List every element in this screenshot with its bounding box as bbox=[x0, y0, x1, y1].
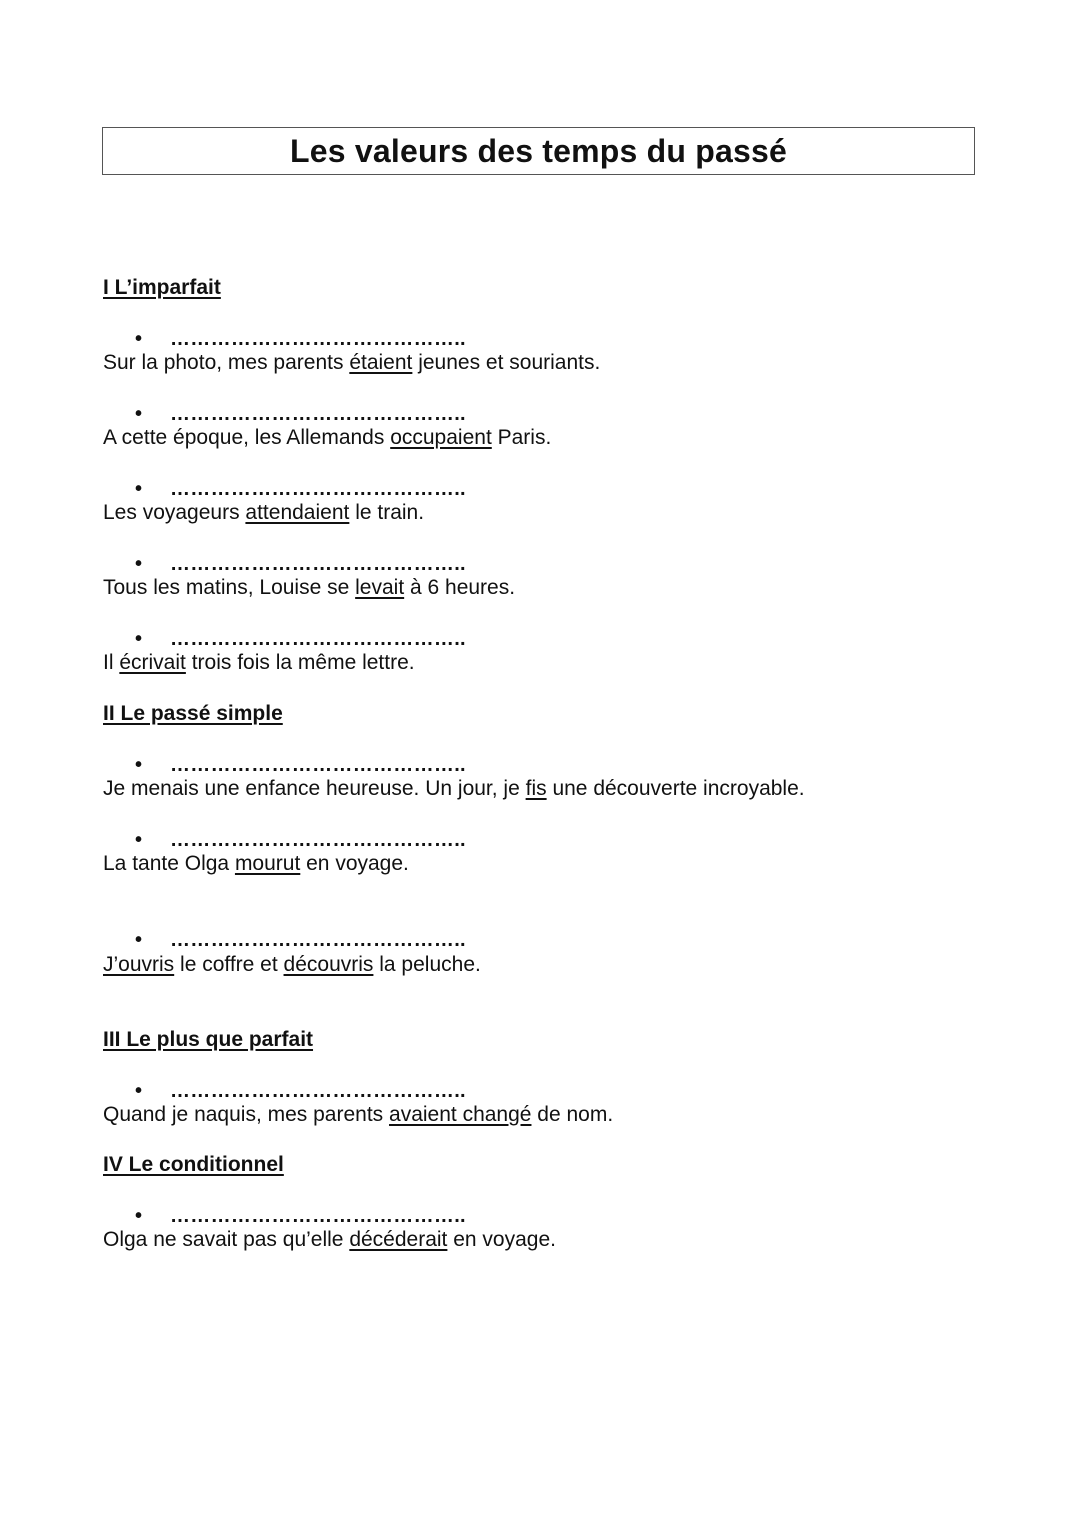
answer-blank: …………………………………….. bbox=[170, 1080, 466, 1102]
answer-blank: …………………………………….. bbox=[170, 628, 466, 650]
bullet: • bbox=[135, 478, 143, 500]
underlined-verb: J’ouvris bbox=[103, 953, 175, 976]
example-sentence: Olga ne savait pas qu’elle décéderait en voyage. bbox=[103, 1228, 556, 1251]
answer-blank: …………………………………….. bbox=[170, 478, 466, 500]
bullet: • bbox=[135, 628, 143, 650]
bullet: • bbox=[135, 1205, 143, 1227]
section-heading-plus-que-parfait: III Le plus que parfait bbox=[103, 1028, 314, 1051]
underlined-verb: découvris bbox=[283, 953, 374, 976]
page-title: Les valeurs des temps du passé bbox=[290, 132, 787, 169]
title-box bbox=[102, 127, 975, 175]
bullet: • bbox=[135, 403, 143, 425]
example-sentence: Quand je naquis, mes parents avaient changé de nom. bbox=[103, 1103, 614, 1126]
underlined-verb: étaient bbox=[349, 351, 413, 374]
example-sentence: Tous les matins, Louise se levait à 6 heures. bbox=[103, 576, 516, 599]
underlined-verb: écrivait bbox=[119, 651, 186, 674]
answer-blank: …………………………………….. bbox=[170, 328, 466, 350]
bullet: • bbox=[135, 328, 143, 350]
bullet: • bbox=[135, 754, 143, 776]
example-sentence: Il écrivait trois fois la même lettre. bbox=[103, 651, 415, 674]
bullet: • bbox=[135, 829, 143, 851]
underlined-verb: mourut bbox=[234, 852, 301, 875]
underlined-verb: avaient changé bbox=[389, 1103, 532, 1126]
answer-blank: …………………………………….. bbox=[170, 754, 466, 776]
example-sentence: A cette époque, les Allemands occupaient Paris. bbox=[103, 426, 552, 449]
bullet: • bbox=[135, 929, 143, 951]
answer-blank: …………………………………….. bbox=[170, 1205, 466, 1227]
example-sentence: Les voyageurs attendaient le train. bbox=[103, 501, 425, 524]
example-sentence: Sur la photo, mes parents étaient jeunes et souriants. bbox=[103, 351, 601, 374]
example-sentence: J’ouvris le coffre et découvris la peluche. bbox=[103, 953, 481, 976]
answer-blank: …………………………………….. bbox=[170, 829, 466, 851]
answer-blank: …………………………………….. bbox=[170, 929, 466, 951]
answer-blank: …………………………………….. bbox=[170, 403, 466, 425]
bullet: • bbox=[135, 553, 143, 575]
section-heading-imparfait: I L’imparfait bbox=[103, 276, 221, 299]
underlined-verb: décéderait bbox=[349, 1228, 448, 1251]
underlined-verb: levait bbox=[355, 576, 405, 599]
example-sentence: Je menais une enfance heureuse. Un jour, je fis une découverte incroyable. bbox=[103, 777, 805, 800]
answer-blank: …………………………………….. bbox=[170, 553, 466, 575]
example-sentence: La tante Olga mourut en voyage. bbox=[103, 852, 409, 875]
underlined-verb: fis bbox=[525, 777, 547, 800]
section-heading-passe-simple: II Le passé simple bbox=[103, 702, 283, 725]
section-heading-conditionnel: IV Le conditionnel bbox=[103, 1153, 284, 1176]
underlined-verb: attendaient bbox=[245, 501, 350, 524]
underlined-verb: occupaient bbox=[390, 426, 492, 449]
bullet: • bbox=[135, 1080, 143, 1102]
